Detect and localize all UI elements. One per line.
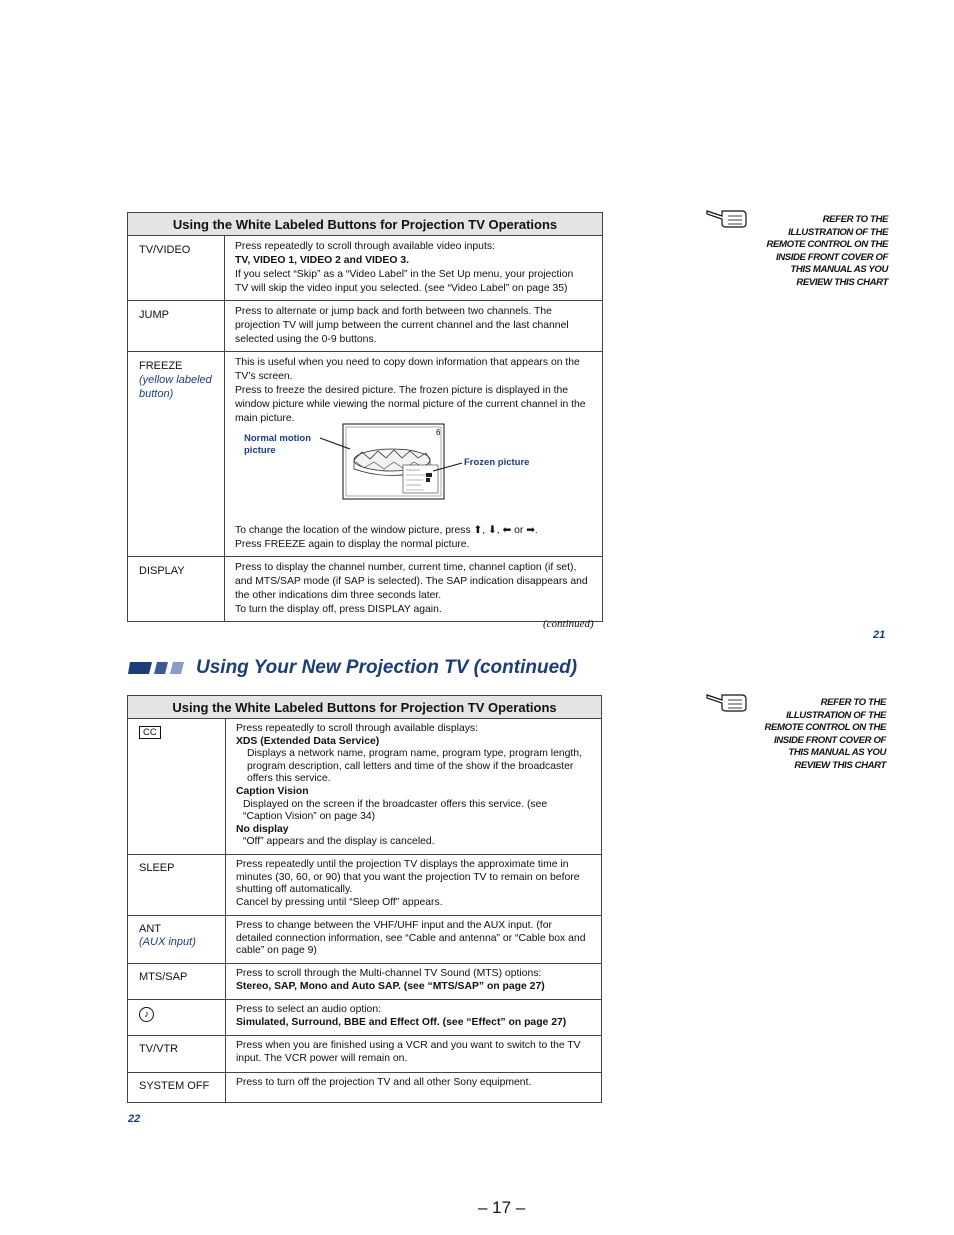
- button-description: Press to display the channel number, current time, channel caption (if set), and MTS/SAP mode (if SAP is selected). The SAP indication disappears and the other indications dim three seconds later. To turn the display off, press DISPLAY again.: [225, 557, 603, 622]
- button-description: This is useful when you need to copy down information that appears on the TV’s screen. Press to freeze the desired picture. The frozen picture is displayed in the window picture while viewing the normal picture of the current channel in the main picture. To change the location of the window picture, press ⬆, ⬇, ⬅ or ➡. Press FREEZE again to display the normal picture.: [225, 352, 603, 557]
- effect-note-icon: ♪: [139, 1007, 154, 1022]
- table-row: [128, 964, 602, 1000]
- freeze-diagram: [240, 422, 540, 504]
- button-description: Press when you are finished using a VCR and you want to switch to the TV input. The VCR power will remain on.: [226, 1036, 602, 1073]
- table-row: [128, 719, 602, 855]
- button-name: FREEZE (yellow labeled button): [128, 352, 225, 557]
- button-description: Press to select an audio option: Simulated, Surround, BBE and Effect Off. (see “Effect” on page 27): [226, 1000, 602, 1036]
- table-row: [128, 557, 603, 622]
- button-name: MTS/SAP: [128, 964, 226, 1000]
- channel-number: 6: [436, 428, 441, 437]
- page-footer: – 17 –: [478, 1198, 526, 1217]
- refer-note-1: REFER TO THE ILLUSTRATION OF THE REMOTE CONTROL ON THE INSIDE FRONT COVER OF THIS MANUAL AS YOU REVIEW THIS CHART: [766, 214, 888, 288]
- button-note: (yellow labeled: [139, 374, 212, 386]
- table-row: [128, 301, 603, 352]
- cc-button-icon: CC: [139, 726, 161, 739]
- button-description: Press to change between the VHF/UHF input and the AUX input. (for detailed connection information, see “Cable and antenna” or “Cable box and cable” on page 9): [226, 916, 602, 964]
- button-description: Press repeatedly to scroll through available displays: XDS (Extended Data Service) Displays a network name, program name, program type, program length, program description, call letters and time of the show if the broadcaster offers this service. Caption Vision Displayed on the screen if the broadcaster offers this service. (see “Caption Vision” on page 34) No display “Off” appears and the display is canceled.: [226, 719, 602, 855]
- normal-motion-label: Normal motion picture: [244, 433, 312, 456]
- operations-table-1: [127, 212, 603, 622]
- operations-table-2: [127, 695, 602, 1103]
- button-name: SLEEP: [128, 855, 226, 916]
- button-description: Press repeatedly to scroll through available video inputs: TV, VIDEO 1, VIDEO 2 and VIDEO 3. If you select “Skip” as a “Video Label” in the Set Up menu, your projection TV will skip the video input you selected. (see “Video Label” on page 35): [225, 236, 603, 301]
- table-row: [128, 1073, 602, 1103]
- section-title: Using Your New Projection TV (continued): [196, 657, 578, 678]
- table-row: [128, 855, 602, 916]
- table-title: Using the White Labeled Buttons for Projection TV Operations: [128, 213, 603, 236]
- button-description: Press to turn off the projection TV and all other Sony equipment.: [226, 1073, 602, 1103]
- page-number-right: 21: [873, 629, 886, 641]
- button-note: button): [139, 388, 174, 400]
- tv-screen-illustration: [240, 422, 540, 504]
- button-note: (AUX input): [139, 935, 196, 948]
- frozen-picture-label: Frozen picture: [464, 457, 530, 468]
- button-name: SYSTEM OFF: [128, 1073, 226, 1103]
- section-bars-icon: [128, 660, 190, 681]
- button-name: TV/VTR: [128, 1036, 226, 1073]
- table-row: [128, 236, 603, 301]
- button-description: Press repeatedly until the projection TV displays the approximate time in minutes (30, 60, or 90) that you want the projection TV to remain on before shutting off automatically. Cancel by pressing until “Sleep Off” appears.: [226, 855, 602, 916]
- button-description: Press to scroll through the Multi-channel TV Sound (MTS) options: Stereo, SAP, Mono and Auto SAP. (see “MTS/SAP” on page 27): [226, 964, 602, 1000]
- page-number-left: 22: [128, 1113, 141, 1125]
- button-name: ANT (AUX input): [128, 916, 226, 964]
- refer-note-2: REFER TO THE ILLUSTRATION OF THE REMOTE CONTROL ON THE INSIDE FRONT COVER OF THIS MANUAL AS YOU REVIEW THIS CHART: [764, 697, 886, 771]
- table-row: [128, 916, 602, 964]
- button-name: DISPLAY: [128, 557, 225, 622]
- button-name: JUMP: [128, 301, 225, 352]
- table-row: [128, 1000, 602, 1036]
- button-name: [128, 1000, 226, 1036]
- table-row: [128, 1036, 602, 1073]
- button-name: [128, 719, 226, 855]
- continued-label: (continued): [543, 618, 594, 630]
- table-title: Using the White Labeled Buttons for Projection TV Operations: [128, 696, 602, 719]
- button-description: Press to alternate or jump back and forth between two channels. The projection TV will jump between the current channel and the last channel selected using the 0-9 buttons.: [225, 301, 603, 352]
- button-name: TV/VIDEO: [128, 236, 225, 301]
